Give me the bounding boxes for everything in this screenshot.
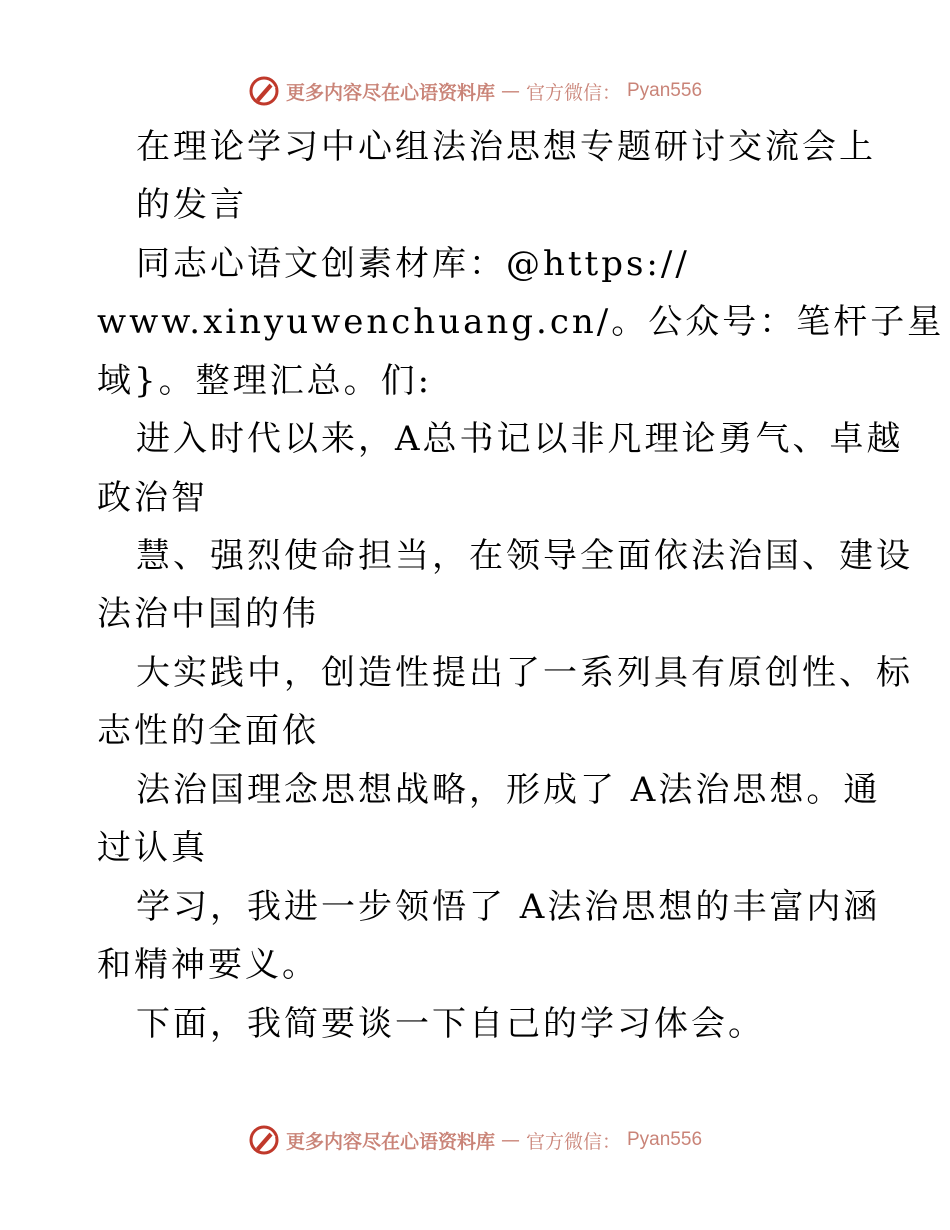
paragraph-line: 志性的全面依 — [97, 711, 319, 751]
paragraph-line: 慧、强烈使命担当，在领导全面依法治国、建设 — [136, 536, 913, 576]
source-line-2: www.xinyuwenchuang.cn/。公众号：笔杆子星 — [97, 302, 945, 342]
paragraph-line: 进入时代以来，A总书记以非凡理论勇气、卓越 — [136, 419, 904, 459]
quill-logo-icon — [248, 1124, 280, 1156]
source-line-3: 域}。整理汇总。们: — [97, 361, 433, 401]
paragraph-line: 过认真 — [97, 828, 208, 868]
paragraph-line: 法治国理念思想战略，形成了 A法治思想。通 — [136, 770, 881, 810]
paragraph-line: 法治中国的伟 — [97, 594, 319, 634]
paragraph-line: 大实践中，创造性提出了一系列具有原创性、标 — [136, 653, 913, 693]
paragraph-line: 学习，我进一步领悟了 A法治思想的丰富内涵 — [136, 887, 881, 927]
quill-logo-icon — [248, 75, 280, 107]
banner-wechat-id: Pyan556 — [627, 80, 703, 101]
banner-wechat-label: 官方微信： — [525, 1130, 621, 1153]
banner-main-text: 更多内容尽在心语资料库 — [285, 1130, 495, 1153]
banner-wechat-id: Pyan556 — [627, 1129, 703, 1150]
banner-wechat-label: 官方微信： — [525, 81, 621, 104]
footer-banner — [0, 1120, 950, 1160]
title-line-1: 在理论学习中心组法治思想专题研讨交流会上 — [136, 127, 876, 167]
source-line-1: 同志心语文创素材库：@https:// — [136, 244, 690, 284]
banner-main-text: 更多内容尽在心语资料库 — [285, 81, 495, 104]
header-banner — [0, 71, 950, 111]
banner-dash: — — [500, 80, 520, 102]
paragraph-line: 下面，我简要谈一下自己的学习体会。 — [136, 1004, 765, 1044]
banner-dash: — — [500, 1129, 520, 1151]
paragraph-line: 和精神要义。 — [97, 945, 319, 985]
title-line-2: 的发言 — [136, 185, 247, 225]
paragraph-line: 政治智 — [97, 478, 208, 518]
